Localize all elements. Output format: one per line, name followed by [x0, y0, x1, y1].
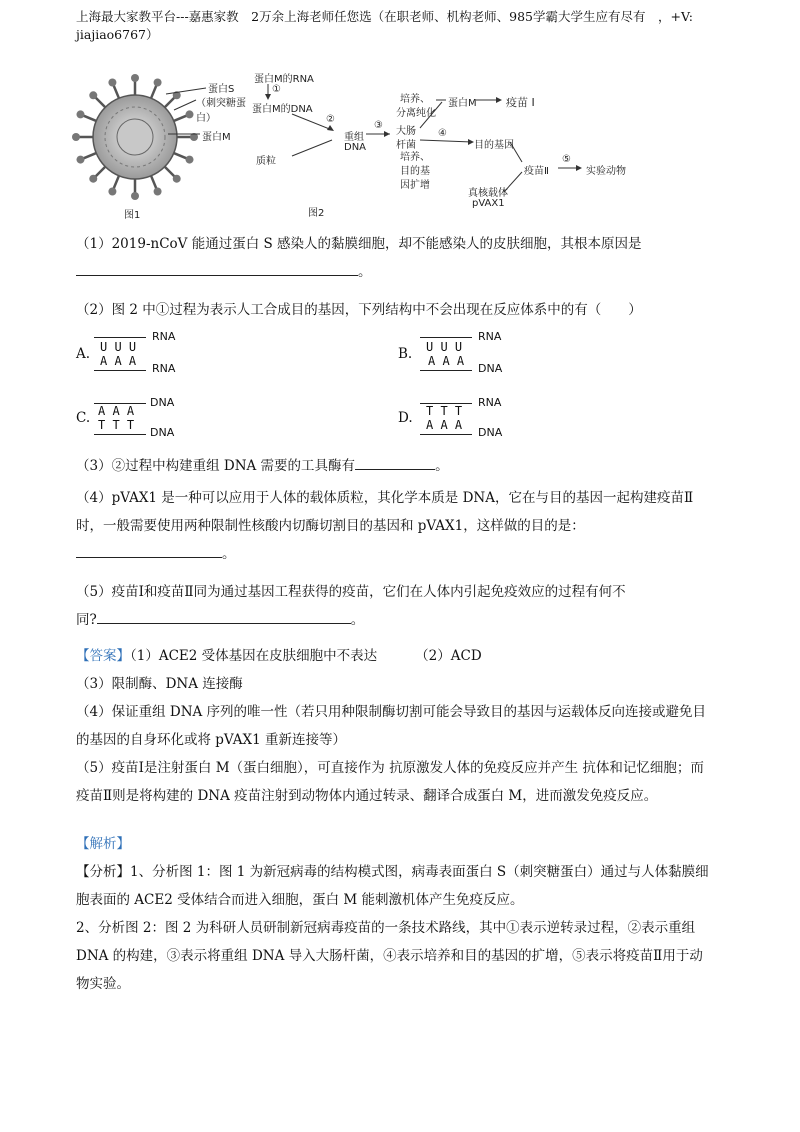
option-d-top-seq: T T T [426, 404, 463, 418]
strand-top-line [94, 337, 146, 338]
question-4-line-2: 时，一般需要使用两种限制性核酸内切酶切割目的基因和 pVAX1，这样做的目的是： [76, 518, 585, 534]
label-culture-purify: 分离纯化 [396, 108, 436, 119]
label-protein-s-sub: （刺突糖蛋白） [196, 98, 246, 124]
option-d-letter: D. [398, 410, 413, 426]
question-3 [76, 452, 728, 480]
answer-blank-4[interactable] [76, 541, 222, 558]
label-step-4: ④ [438, 128, 447, 139]
analysis-tag: 【解析】 [76, 836, 130, 852]
option-b-top-seq: U U U [426, 340, 463, 354]
answer-2: （2）ACD [415, 648, 482, 664]
question-5 [76, 578, 728, 634]
label-step-3: ③ [374, 120, 383, 131]
question-2-text: （2）图 2 中①过程为表示人工合成目的基因，下列结构中不会出现在反应体系中的有（ ） [76, 302, 642, 318]
answer-section [76, 642, 728, 810]
option-a-bottom-label: RNA [152, 362, 176, 375]
answer-blank-3[interactable] [355, 453, 435, 470]
answer-4-line-1: （4）保证重组 DNA 序列的唯一性（若只用种限制酶切割可能会导致目的基因与运载体反向连接或避免目 [76, 704, 707, 720]
label-vaccine-2: 疫苗Ⅱ [524, 166, 549, 177]
analysis-p2-line-1: 2、分析图 2：图 2 为科研人员研制新冠病毒疫苗的一条技术路线，其中①表示逆转录过程，②表示重组 [76, 920, 696, 936]
answer-blank-1[interactable] [76, 259, 358, 276]
question-1 [76, 230, 728, 286]
option-c-top-seq: A A A [98, 404, 135, 418]
question-4-line-1: （4）pVAX1 是一种可以应用于人体的载体质粒，其化学本质是 DNA，它在与目的基因一起构建疫苗Ⅱ [76, 490, 694, 506]
figure2-arrows [240, 70, 660, 220]
option-c-bottom-seq: T T T [98, 418, 135, 432]
label-protein-s: 蛋白S [208, 84, 235, 95]
question-5-line-2: 同? [76, 612, 97, 628]
figure-1 [70, 70, 260, 220]
label-eukaryotic-vector: 真核载体 [468, 188, 508, 199]
option-b-bottom-label: DNA [478, 362, 503, 375]
question-3-text: （3）②过程中构建重组 DNA 需要的工具酶有 [76, 458, 356, 474]
label-vaccine-1: 疫苗 Ⅰ [506, 96, 535, 109]
analysis-p1-line-2: 胞表面的 ACE2 受体结合而进入细胞，蛋白 M 能刺激机体产生免疫反应。 [76, 892, 524, 908]
label-recombinant: 重组 [344, 132, 364, 143]
page-header: 上海最大家教平台---嘉惠家教 2万余上海老师任您选（在职老师、机构老师、985学霸大学生应有尽有 ，+V: jiajiao6767） [76, 9, 693, 42]
label-culture: 培养、 [400, 94, 430, 105]
answer-tag: 【答案】 [76, 648, 130, 664]
strand-bottom-line [94, 434, 146, 435]
answer-5-line-2: 疫苗Ⅱ则是将构建的 DNA 疫苗注射到动物体内通过转录、翻译合成蛋白 M，进而激发免疫反应。 [76, 788, 658, 804]
option-a[interactable] [76, 330, 236, 376]
label-ecoli: 大肠 [396, 126, 416, 137]
question-3-end: 。 [435, 458, 449, 474]
answer-4-line-2: 的基因的自身环化或将 pVAX1 重新连接等） [76, 732, 347, 748]
question-4-end: 。 [222, 546, 236, 562]
answer-1: （1）ACE2 受体基因在皮肤细胞中不表达 [130, 648, 378, 664]
strand-bottom-line [94, 370, 146, 371]
option-a-top-label: RNA [152, 330, 176, 343]
figure-1-caption: 图1 [124, 210, 141, 221]
analysis-section [76, 830, 728, 998]
answer-3: （3）限制酶、DNA 连接酶 [76, 676, 243, 692]
option-b-top-label: RNA [478, 330, 502, 343]
label-gene-amp: 因扩增 [400, 180, 430, 191]
option-d-bottom-seq: A A A [426, 418, 463, 432]
option-c[interactable] [76, 396, 236, 442]
option-b[interactable] [398, 330, 558, 376]
option-a-top-seq: U U U [100, 340, 137, 354]
analysis-sub-tag: 【分析】 [76, 864, 130, 880]
figure1-pointers [70, 70, 260, 220]
question-2 [76, 296, 728, 324]
label-protein-m-rna: 蛋白M的RNA [254, 74, 314, 85]
option-a-letter: A. [76, 346, 91, 362]
label-recombinant-dna: DNA [344, 142, 367, 153]
label-step-5: ⑤ [562, 154, 571, 165]
answer-5-line-1: （5）疫苗Ⅰ是注射蛋白 M（蛋白细胞），可直接作为 抗原激发人体的免疫反应并产生 抗体和记忆细胞；而 [76, 760, 704, 776]
analysis-p2-line-2: DNA 的构建，③表示将重组 DNA 导入大肠杆菌，④表示培养和目的基因的扩增，⑤表示将疫苗Ⅱ用于动 [76, 948, 703, 964]
strand-top-line [420, 337, 472, 338]
label-target-gene-amp: 目的基 [400, 166, 430, 177]
analysis-p1-line-1: 1、分析图 1：图 1 为新冠病毒的结构模式图，病毒表面蛋白 S（刺突糖蛋白）通过与人体黏膜细 [130, 864, 709, 880]
figure-2-caption: 图2 [308, 208, 325, 219]
label-step-1: ① [272, 84, 281, 95]
option-c-bottom-label: DNA [150, 426, 175, 439]
strand-bottom-line [420, 370, 472, 371]
question-5-line-1: （5）疫苗Ⅰ和疫苗Ⅱ同为通过基因工程获得的疫苗，它们在人体内引起免疫效应的过程有何不 [76, 584, 626, 600]
label-protein-m-product: 蛋白M [448, 98, 477, 109]
option-b-bottom-seq: A A A [428, 354, 465, 368]
label-protein-m: 蛋白M [202, 132, 231, 143]
option-a-bottom-seq: A A A [100, 354, 137, 368]
option-c-letter: C. [76, 410, 91, 426]
strand-bottom-line [420, 434, 472, 435]
option-c-top-label: DNA [150, 396, 175, 409]
label-protein-m-dna: 蛋白M的DNA [252, 104, 313, 115]
label-pvax1: pVAX1 [472, 198, 505, 209]
answer-blank-5[interactable] [97, 607, 351, 624]
option-d-bottom-label: DNA [478, 426, 503, 439]
question-1-text: （1）2019-nCoV 能通过蛋白 S 感染人的黏膜细胞，却不能感染人的皮肤细胞，其根本原因是 [76, 236, 642, 252]
figure-2 [240, 70, 660, 220]
option-b-letter: B. [398, 346, 413, 362]
label-plasmid: 质粒 [256, 156, 276, 167]
question-5-end: 。 [350, 612, 365, 628]
label-target-gene: 目的基因 [474, 140, 514, 151]
label-ecoli-2: 杆菌 [396, 140, 416, 151]
analysis-p2-line-3: 物实验。 [76, 976, 130, 992]
label-step-2: ② [326, 114, 335, 125]
option-d[interactable] [398, 396, 558, 442]
option-d-top-label: RNA [478, 396, 502, 409]
question-4 [76, 484, 728, 568]
label-culture-amp: 培养、 [400, 152, 430, 163]
label-lab-animal: 实验动物 [586, 166, 626, 177]
question-1-end: 。 [358, 264, 372, 280]
